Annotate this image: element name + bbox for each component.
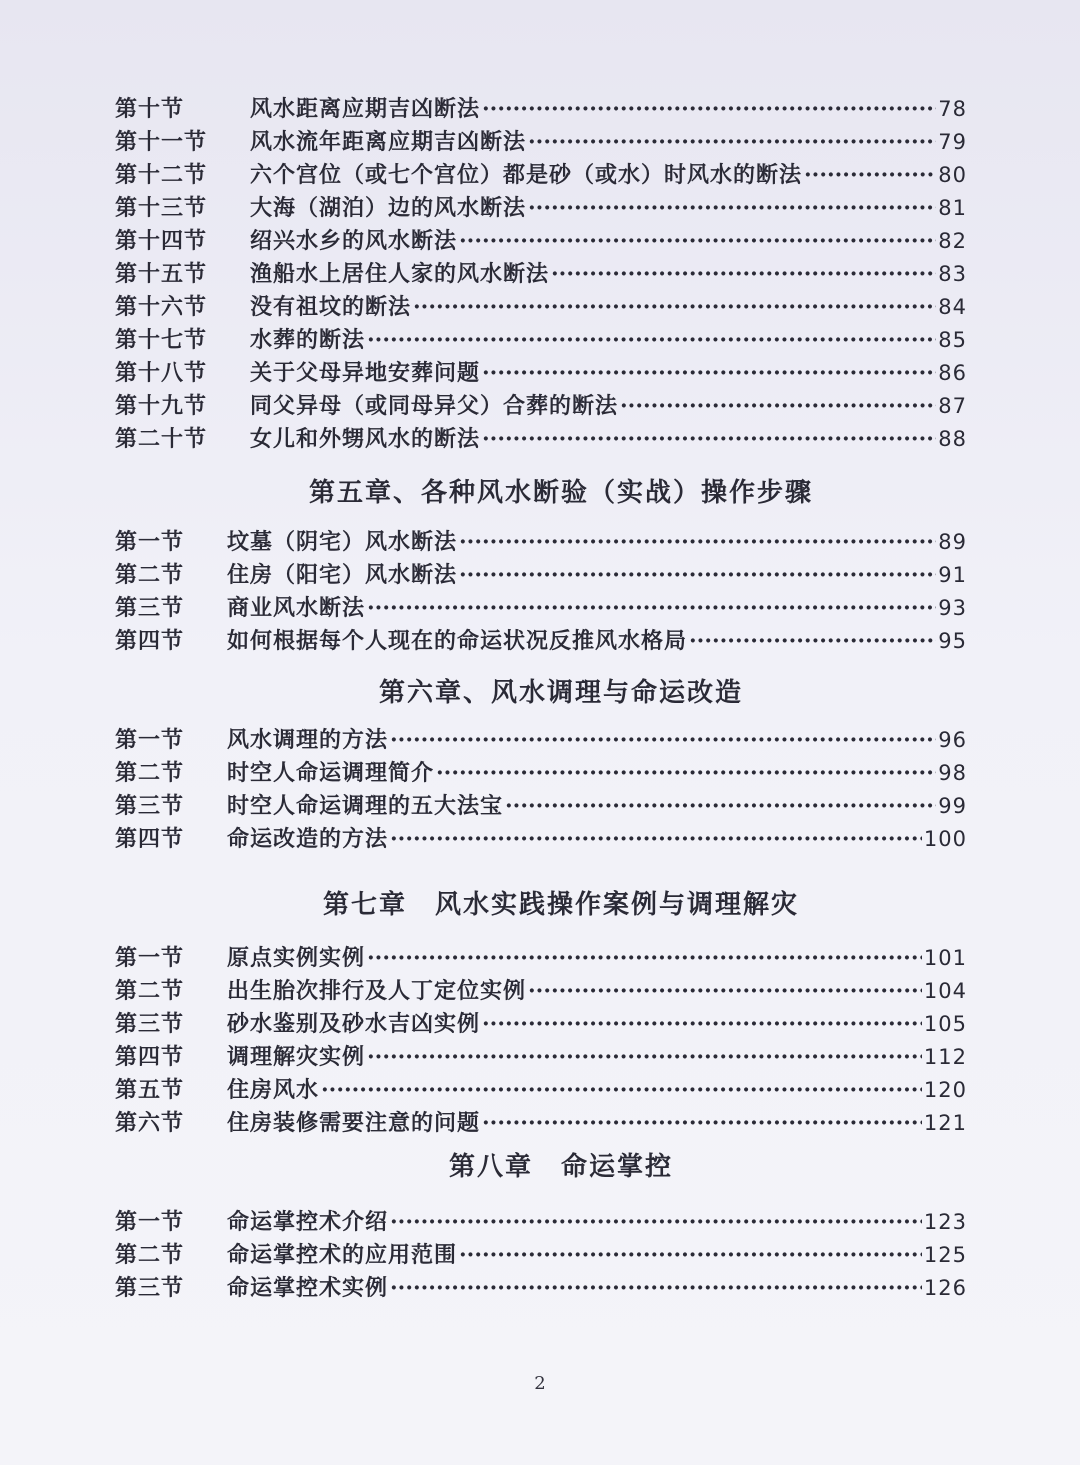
dot-leader	[459, 1239, 922, 1272]
page-ref: 79	[938, 130, 967, 154]
page-ref: 93	[938, 596, 967, 620]
section-number: 第十二节	[115, 162, 208, 188]
section-title: 住房装修需要注意的问题	[227, 1110, 481, 1136]
dot-leader	[551, 258, 936, 291]
dot-leader	[390, 1272, 922, 1305]
section-title: 时空人命运调理的五大法宝	[227, 793, 504, 819]
section-number: 第二节	[115, 760, 185, 786]
toc-entry	[115, 975, 967, 1008]
section-title: 命运掌控术的应用范围	[227, 1242, 458, 1268]
section-title: 六个宫位（或七个宫位）都是砂（或水）时风水的断法	[250, 162, 803, 188]
page-ref: 89	[938, 530, 967, 554]
section-number: 第三节	[115, 1011, 185, 1037]
toc-entry	[115, 225, 967, 258]
section-title: 风水调理的方法	[227, 727, 389, 753]
page-ref: 125	[923, 1243, 967, 1267]
section-number: 第二节	[115, 1242, 185, 1268]
section-title: 命运改造的方法	[227, 826, 389, 852]
section-title: 关于父母异地安葬问题	[250, 360, 481, 386]
dot-leader	[482, 423, 936, 456]
toc-entry	[115, 390, 967, 423]
page-ref: 91	[938, 563, 967, 587]
section-number: 第三节	[115, 793, 185, 819]
toc-entry	[115, 423, 967, 456]
toc-entry	[115, 357, 967, 390]
page-ref: 96	[938, 728, 967, 752]
section-title: 砂水鉴别及砂水吉凶实例	[227, 1011, 481, 1037]
section-title: 出生胎次排行及人丁定位实例	[227, 978, 527, 1004]
section-number: 第十九节	[115, 393, 208, 419]
toc-entry	[115, 592, 967, 625]
section-number: 第十五节	[115, 261, 208, 287]
chapter-heading: 第八章 命运掌控	[448, 1152, 673, 1182]
page-ref: 86	[938, 361, 967, 385]
section-title: 如何根据每个人现在的命运状况反推风水格局	[227, 628, 688, 654]
section-title: 时空人命运调理简介	[227, 760, 435, 786]
page-ref: 123	[923, 1210, 967, 1234]
page-ref: 99	[938, 794, 967, 818]
page-ref: 78	[938, 97, 967, 121]
section-number: 第四节	[115, 826, 185, 852]
section-title: 住房风水	[227, 1077, 320, 1103]
dot-leader	[321, 1074, 922, 1107]
toc-entry	[115, 625, 967, 658]
dot-leader	[482, 1107, 922, 1140]
section-title: 大海（湖泊）边的风水断法	[250, 195, 527, 221]
table-of-contents	[115, 93, 967, 1305]
dot-leader	[367, 1041, 922, 1074]
chapter-heading: 第七章 风水实践操作案例与调理解灾	[322, 890, 799, 920]
dot-leader	[528, 126, 936, 159]
dot-leader	[689, 625, 936, 658]
section-title: 渔船水上居住人家的风水断法	[250, 261, 550, 287]
page-ref: 80	[938, 163, 967, 187]
page-ref: 88	[938, 427, 967, 451]
chapter-heading: 第六章、风水调理与命运改造	[378, 678, 743, 708]
section-title: 没有祖坟的断法	[250, 294, 412, 320]
page-ref: 100	[923, 827, 967, 851]
section-number: 第一节	[115, 1209, 185, 1235]
dot-leader	[459, 526, 936, 559]
toc-entry	[115, 1272, 967, 1305]
dot-leader	[390, 724, 936, 757]
toc-entry	[115, 757, 967, 790]
toc-entry	[115, 1074, 967, 1107]
page-ref: 98	[938, 761, 967, 785]
section-title: 命运掌控术实例	[227, 1275, 389, 1301]
toc-entry	[115, 823, 967, 856]
section-title: 住房（阳宅）风水断法	[227, 562, 458, 588]
toc-entry	[115, 1206, 967, 1239]
section-title: 风水流年距离应期吉凶断法	[250, 129, 527, 155]
page-ref: 95	[938, 629, 967, 653]
dot-leader	[528, 975, 922, 1008]
toc-entry	[115, 258, 967, 291]
dot-leader	[436, 757, 936, 790]
section-title: 水葬的断法	[250, 327, 366, 353]
page-ref: 101	[923, 946, 967, 970]
section-number: 第十三节	[115, 195, 208, 221]
section-title: 坟墓（阴宅）风水断法	[227, 529, 458, 555]
section-title: 风水距离应期吉凶断法	[250, 96, 481, 122]
section-number: 第四节	[115, 1044, 185, 1070]
section-title: 原点实例实例	[227, 945, 366, 971]
page-ref: 104	[923, 979, 967, 1003]
dot-leader	[505, 790, 936, 823]
dot-leader	[413, 291, 936, 324]
dot-leader	[620, 390, 936, 423]
section-number: 第十一节	[115, 129, 208, 155]
section-number: 第一节	[115, 945, 185, 971]
page-ref: 84	[938, 295, 967, 319]
section-title: 同父异母（或同母异父）合葬的断法	[250, 393, 619, 419]
page-ref: 85	[938, 328, 967, 352]
page-ref: 82	[938, 229, 967, 253]
section-number: 第一节	[115, 529, 185, 555]
section-title: 商业风水断法	[227, 595, 366, 621]
dot-leader	[390, 823, 922, 856]
section-title: 调理解灾实例	[227, 1044, 366, 1070]
section-number: 第二节	[115, 978, 185, 1004]
chapter-heading: 第五章、各种风水断验（实战）操作步骤	[308, 478, 813, 508]
toc-entry	[115, 291, 967, 324]
toc-entry	[115, 559, 967, 592]
section-number: 第十七节	[115, 327, 208, 353]
toc-entry	[115, 1107, 967, 1140]
page-ref: 105	[923, 1012, 967, 1036]
toc-entry	[115, 1041, 967, 1074]
page-ref: 121	[923, 1111, 967, 1135]
toc-entry	[115, 192, 967, 225]
dot-leader	[482, 93, 936, 126]
dot-leader	[459, 225, 936, 258]
toc-entry	[115, 126, 967, 159]
dot-leader	[367, 942, 922, 975]
section-number: 第十八节	[115, 360, 208, 386]
toc-entry	[115, 324, 967, 357]
toc-entry	[115, 93, 967, 126]
page-ref: 126	[923, 1276, 967, 1300]
dot-leader	[804, 159, 936, 192]
section-number: 第五节	[115, 1077, 185, 1103]
page-ref: 87	[938, 394, 967, 418]
section-number: 第六节	[115, 1110, 185, 1136]
section-number: 第二节	[115, 562, 185, 588]
section-number: 第十六节	[115, 294, 208, 320]
dot-leader	[390, 1206, 922, 1239]
section-number: 第一节	[115, 727, 185, 753]
page-ref: 83	[938, 262, 967, 286]
dot-leader	[528, 192, 936, 225]
section-number: 第十节	[115, 96, 185, 122]
toc-entry	[115, 942, 967, 975]
toc-entry	[115, 724, 967, 757]
page-ref: 112	[923, 1045, 967, 1069]
section-number: 第十四节	[115, 228, 208, 254]
dot-leader	[367, 324, 936, 357]
section-number: 第三节	[115, 595, 185, 621]
page-ref: 81	[938, 196, 967, 220]
section-title: 命运掌控术介绍	[227, 1209, 389, 1235]
dot-leader	[482, 357, 936, 390]
dot-leader	[459, 559, 936, 592]
section-title: 女儿和外甥风水的断法	[250, 426, 481, 452]
page-number: 2	[534, 1373, 546, 1394]
toc-entry	[115, 159, 967, 192]
dot-leader	[482, 1008, 922, 1041]
section-number: 第二十节	[115, 426, 208, 452]
toc-entry	[115, 526, 967, 559]
dot-leader	[367, 592, 936, 625]
toc-entry	[115, 1008, 967, 1041]
section-number: 第三节	[115, 1275, 185, 1301]
section-title: 绍兴水乡的风水断法	[250, 228, 458, 254]
section-number: 第四节	[115, 628, 185, 654]
toc-entry	[115, 1239, 967, 1272]
page-ref: 120	[923, 1078, 967, 1102]
toc-entry	[115, 790, 967, 823]
